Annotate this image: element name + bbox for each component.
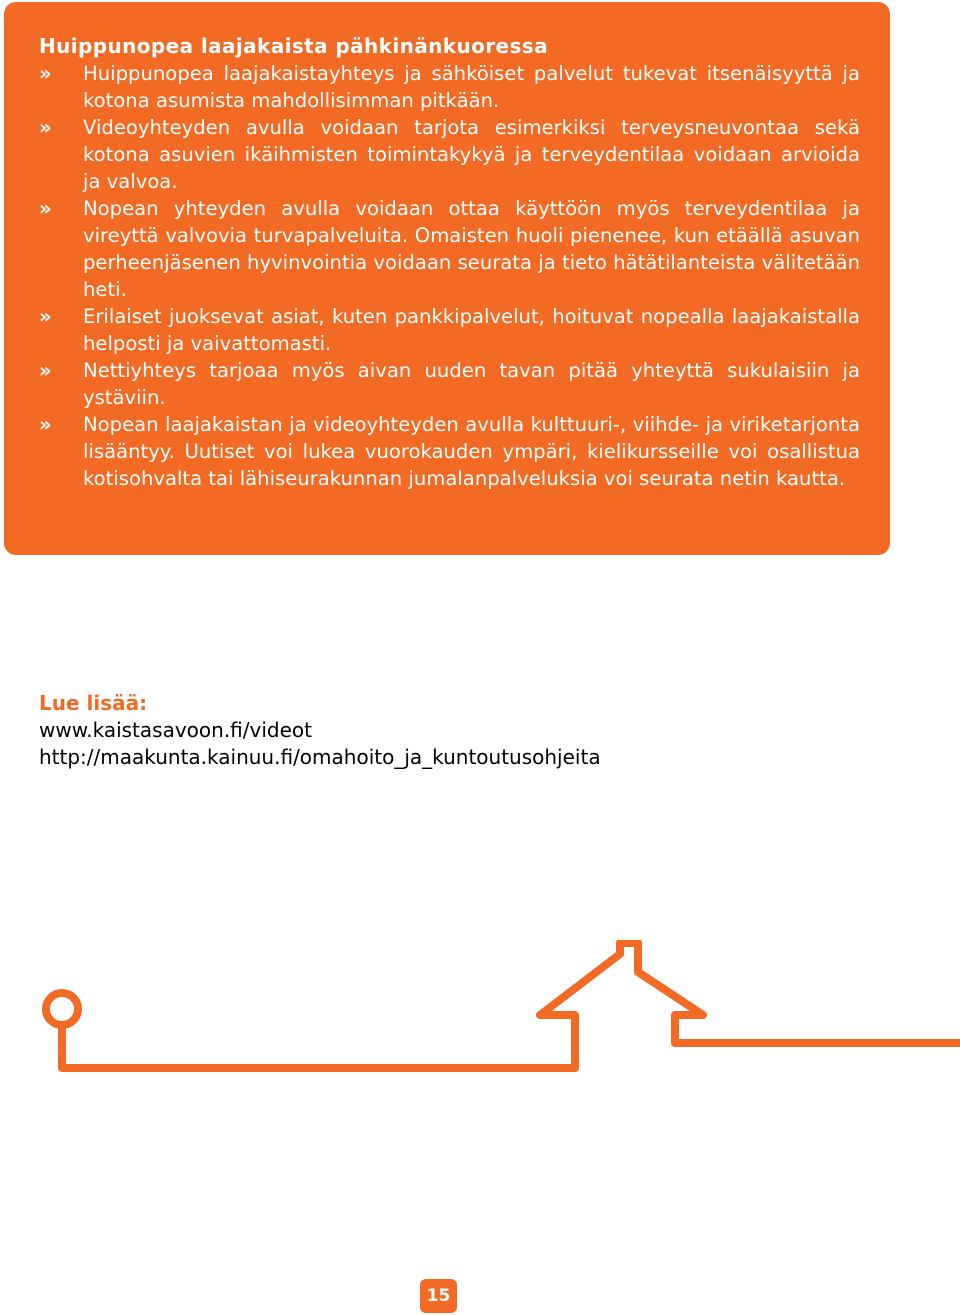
house-line-icon	[46, 943, 960, 1068]
house-line-illustration	[0, 940, 960, 1140]
bullet-icon: »	[39, 413, 52, 436]
list-item	[39, 114, 860, 195]
line-start-circle	[46, 993, 78, 1025]
list-item	[39, 60, 860, 114]
list-item-text: Huippunopea laajakaistayhteys ja sähköiset palvelut tukevat itsenäisyyttä ja kotona asumista mahdollisimman pitkään.	[83, 62, 860, 112]
info-box-title: Huippunopea laajakaista pähkinänkuoressa	[39, 34, 548, 58]
bullet-icon: »	[39, 197, 52, 220]
list-item	[39, 357, 860, 411]
list-item-text: Erilaiset juoksevat asiat, kuten pankkipalvelut, hoituvat nopealla laajakaistalla helposti ja vaivattomasti.	[83, 305, 860, 355]
info-box	[4, 2, 890, 555]
list-item	[39, 303, 860, 357]
bullet-icon: »	[39, 116, 52, 139]
read-more-section	[39, 690, 601, 771]
link-maakunta-kainuu[interactable]: http://maakunta.kainuu.fi/omahoito_ja_kuntoutusohjeita	[39, 745, 601, 769]
list-item-text: Nettiyhteys tarjoaa myös aivan uuden tavan pitää yhteyttä sukulaisiin ja ystäviin.	[83, 359, 860, 409]
bullet-list	[39, 60, 860, 492]
house-outline	[62, 943, 960, 1068]
list-item-text: Nopean yhteyden avulla voidaan ottaa käyttöön myös terveydentilaa ja vireyttä valvovia turvapalveluita. Omaisten huoli pienenee, kun etäällä asuvan perheenjäsenen hyvinvointia voidaan seurata ja tieto hätätilanteista välitetään heti.	[83, 197, 860, 301]
list-item	[39, 411, 860, 492]
link-kaistasavoon[interactable]: www.kaistasavoon.fi/videot	[39, 718, 312, 742]
page-number-badge: 15	[420, 1279, 457, 1313]
list-item-text: Videoyhteyden avulla voidaan tarjota esimerkiksi terveysneuvontaa sekä kotona asuvien ikäihmisten toimintakykyä ja terveydentilaa voidaan arvioida ja valvoa.	[83, 116, 860, 193]
bullet-icon: »	[39, 62, 52, 85]
list-item	[39, 195, 860, 303]
read-more-title: Lue lisää:	[39, 691, 148, 715]
bullet-icon: »	[39, 305, 52, 328]
bullet-icon: »	[39, 359, 52, 382]
list-item-text: Nopean laajakaistan ja videoyhteyden avulla kulttuuri-, viihde- ja viriketarjonta lisääntyy. Uutiset voi lukea vuorokauden ympäri, kielikursseille voi osallistua kotisohvalta tai lähiseurakunnan jumalanpalveluksia voi seurata netin kautta.	[83, 413, 860, 490]
